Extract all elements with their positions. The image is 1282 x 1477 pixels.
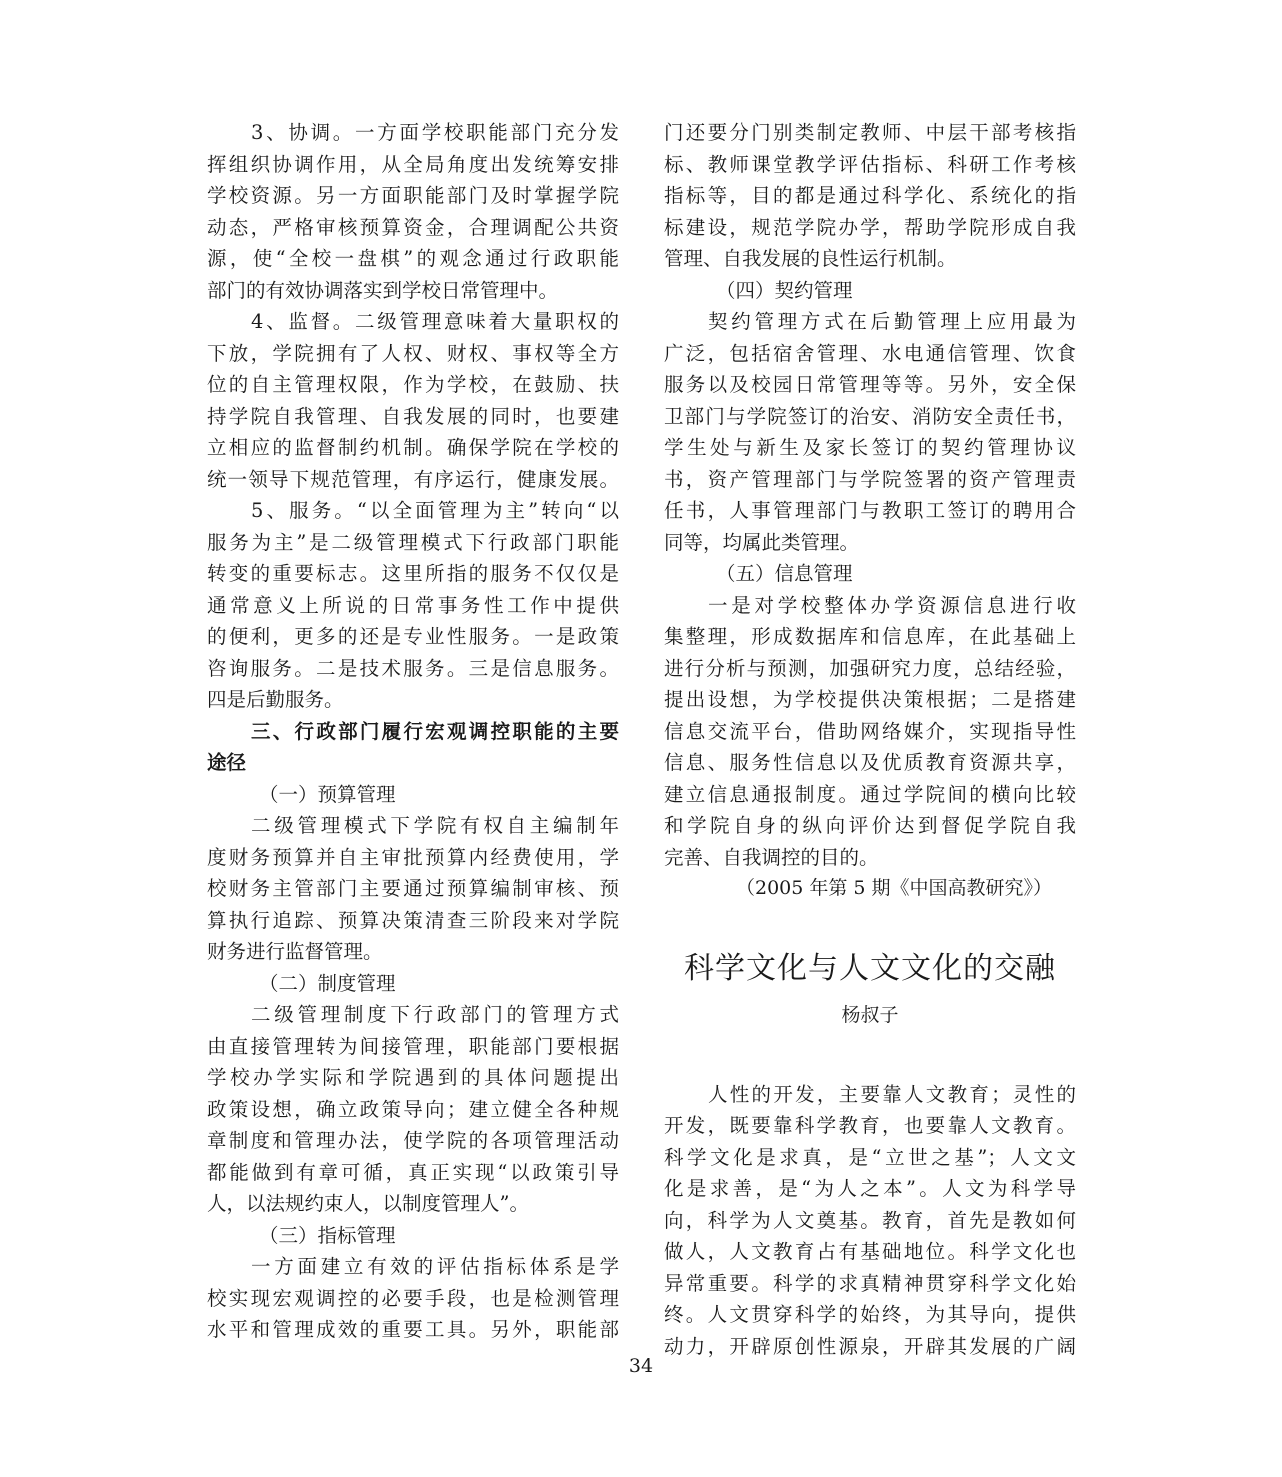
text-line: 门还要分门别类制定教师、中层干部考核指: [664, 121, 1076, 144]
text-line: 转变的重要标志。这里所指的服务不仅仅是: [207, 562, 619, 585]
text-line: 化是求善，是“为人之本”。人文为科学导: [664, 1177, 1076, 1200]
text-line: 人性的开发，主要靠人文教育；灵性的: [708, 1082, 1076, 1106]
text-line: 服务以及校园日常管理等等。另外，安全保: [664, 373, 1076, 396]
text-line: 标、教师课堂教学评估指标、科研工作考核: [664, 152, 1076, 176]
text-line: 任书，人事管理部门与教职工签订的聘用合: [664, 499, 1076, 522]
text-line: 终。人文贯穿科学的始终，为其导向，提供: [664, 1303, 1076, 1326]
text-line: 部门的有效协调落实到学校日常管理中。: [207, 278, 559, 302]
text-line: 财务进行监督管理。: [207, 940, 383, 963]
text-line: 政策设想，确立政策导向；建立健全各种规: [207, 1097, 619, 1121]
text-line: 校财务主管部门主要通过预算编制审核、预: [207, 877, 619, 900]
text-line: 管理、自我发展的良性运行机制。: [664, 247, 957, 270]
text-line: 向，科学为人文奠基。教育，首先是教如何: [664, 1208, 1076, 1232]
text-line: 立相应的监督制约机制。确保学院在学校的: [207, 436, 619, 459]
text-line: 人，以法规约束人，以制度管理人”。: [207, 1192, 529, 1215]
text-line: （二）制度管理: [259, 971, 396, 995]
text-line: 书，资产管理部门与学院签署的资产管理责: [664, 467, 1076, 491]
text-line: （2005 年第 5 期《中国高教研究》）: [736, 877, 1053, 899]
text-line: （一）预算管理: [259, 782, 396, 806]
text-line: 持学院自我管理、自我发展的同时，也要建: [207, 404, 619, 428]
text-line: 三、行政部门履行宏观调控职能的主要: [251, 719, 619, 743]
text-line: 学校办学实际和学院遇到的具体问题提出: [207, 1066, 619, 1089]
text-line: 统一领导下规范管理，有序运行，健康发展。: [207, 467, 619, 491]
text-line: 契约管理方式在后勤管理上应用最为: [708, 310, 1076, 333]
text-line: 同等，均属此类管理。: [664, 530, 860, 554]
text-line: 下放，学院拥有了人权、财权、事权等全方: [207, 341, 619, 365]
right-column-top-text: [664, 117, 1076, 905]
text-line: 建立信息通报制度。通过学院间的横向比较: [664, 782, 1076, 806]
article-title: 科学文化与人文文化的交融: [684, 950, 1056, 986]
text-line: 学生处与新生及家长签订的契约管理协议: [664, 436, 1076, 459]
text-line: 二级管理制度下行政部门的管理方式: [251, 1003, 619, 1026]
text-line: 标建设，规范学院办学，帮助学院形成自我: [664, 215, 1076, 239]
text-line: 二级管理模式下学院有权自主编制年: [251, 814, 619, 837]
text-line: 四是后勤服务。: [207, 688, 344, 711]
text-line: 章制度和管理办法，使学院的各项管理活动: [207, 1129, 619, 1152]
text-line: 挥组织协调作用，从全局角度出发统筹安排: [207, 152, 619, 176]
text-line: 通常意义上所说的日常事务性工作中提供: [207, 593, 619, 617]
text-line: 卫部门与学院签订的治安、消防安全责任书，: [664, 404, 1076, 428]
text-line: 信息交流平台，借助网络媒介，实现指导性: [664, 719, 1076, 743]
text-line: 度财务预算并自主审批预算内经费使用，学: [207, 845, 619, 869]
text-line: 服务为主”是二级管理模式下行政部门职能: [207, 530, 619, 554]
text-line: 校实现宏观调控的必要手段，也是检测管理: [207, 1286, 619, 1310]
section-gap: [664, 1035, 1076, 1079]
text-line: 都能做到有章可循，真正实现“以政策引导: [207, 1160, 619, 1184]
text-line: 科学文化是求真，是“立世之基”；人文文: [664, 1145, 1076, 1169]
article-body: [664, 1079, 1076, 1363]
text-line: 一方面建立有效的评估指标体系是学: [251, 1255, 619, 1278]
text-line: 3、协调。一方面学校职能部门充分发: [251, 121, 619, 144]
left-column: [207, 117, 619, 1346]
text-line: 4、监督。二级管理意味着大量职权的: [251, 310, 619, 333]
page-number: 34: [628, 1355, 654, 1377]
text-line: 算执行追踪、预算决策清查三阶段来对学院: [207, 908, 619, 932]
text-line: 5、服务。“以全面管理为主”转向“以: [251, 499, 619, 522]
text-line: 广泛，包括宿舍管理、水电通信管理、饮食: [664, 341, 1076, 365]
text-line: 位的自主管理权限，作为学校，在鼓励、扶: [207, 373, 619, 396]
right-column: [664, 117, 1076, 1362]
text-line: 信息、服务性信息以及优质教育资源共享，: [664, 751, 1076, 774]
text-line: （三）指标管理: [259, 1223, 396, 1247]
text-line: 集整理，形成数据库和信息库，在此基础上: [664, 625, 1076, 648]
text-line: 由直接管理转为间接管理，职能部门要根据: [207, 1034, 619, 1058]
article-author: 杨叔子: [841, 1003, 899, 1026]
text-line: 的便利，更多的还是专业性服务。一是政策: [207, 625, 619, 648]
text-line: （四）契约管理: [716, 278, 853, 302]
text-line: 学校资源。另一方面职能部门及时掌握学院: [207, 184, 619, 207]
section-gap: [664, 905, 1076, 943]
text-line: 源，使“全校一盘棋”的观念通过行政职能: [207, 247, 619, 270]
text-line: 咨询服务。二是技术服务。三是信息服务。: [207, 656, 619, 680]
text-line: （五）信息管理: [716, 562, 853, 585]
text-line: 完善、自我调控的目的。: [664, 845, 879, 869]
text-line: 进行分析与预测，加强研究力度，总结经验，: [664, 656, 1076, 680]
text-line: 动态，严格审核预算资金，合理调配公共资: [207, 215, 619, 239]
text-line: 和学院自身的纵向评价达到督促学院自我: [664, 814, 1076, 837]
text-line: 提出设想，为学校提供决策根据；二是搭建: [664, 688, 1076, 711]
text-line: 途径: [207, 751, 247, 774]
text-line: 水平和管理成效的重要工具。另外，职能部: [207, 1318, 619, 1341]
text-line: 异常重要。科学的求真精神贯穿科学文化始: [664, 1271, 1076, 1295]
text-line: 一是对学校整体办学资源信息进行收: [708, 593, 1076, 617]
text-line: 动力，开辟原创性源泉，开辟其发展的广阔: [664, 1334, 1076, 1358]
text-line: 做人，人文教育占有基础地位。科学文化也: [664, 1240, 1076, 1263]
text-line: 开发，既要靠科学教育，也要靠人文教育。: [664, 1114, 1076, 1137]
text-line: 指标等，目的都是通过科学化、系统化的指: [664, 184, 1076, 207]
